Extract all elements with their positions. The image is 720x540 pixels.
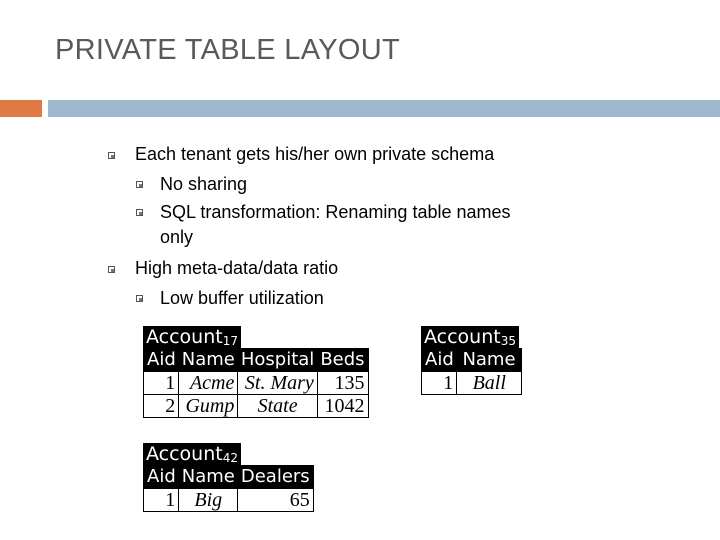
table-cell: St. Mary [238, 372, 317, 395]
bullet-square-icon [136, 181, 143, 188]
column-header: Name [179, 349, 238, 372]
slide-title: PRIVATE TABLE LAYOUT [55, 34, 400, 66]
table-cell: Big [179, 489, 238, 512]
table-title: Account$_{35}$ [421, 326, 519, 348]
bullet-square-icon [136, 295, 143, 302]
table-cell: 1 [422, 372, 457, 395]
column-header: Aid [144, 349, 179, 372]
column-header: Hospital [238, 349, 317, 372]
column-header: Name [457, 349, 522, 372]
bullet-square-icon [108, 152, 115, 159]
table-title: Account$_{17}$ [143, 326, 241, 348]
bullet-square-icon [108, 266, 115, 273]
table-cell: Ball [457, 372, 522, 395]
table-row [144, 372, 369, 395]
accent-bar-orange [0, 100, 42, 117]
data-table [143, 348, 369, 418]
column-header: Beds [317, 349, 368, 372]
column-header: Aid [422, 349, 457, 372]
table-title: Account$_{42}$ [143, 443, 241, 465]
table-account42 [143, 443, 314, 512]
column-header: Dealers [238, 466, 313, 489]
table-account17 [143, 326, 369, 418]
data-table [421, 348, 522, 395]
table-cell: 1042 [317, 395, 368, 418]
table-row [422, 372, 522, 395]
bullet-item: No sharing [160, 174, 248, 194]
table-cell: 1 [144, 489, 179, 512]
table-cell: Acme [179, 372, 238, 395]
bullet-item: SQL transformation: Renaming table names [160, 202, 511, 222]
table-cell: State [238, 395, 317, 418]
bullet-square-icon [136, 209, 143, 216]
bullet-item: High meta-data/data ratio [135, 258, 339, 278]
table-cell: 2 [144, 395, 179, 418]
table-row [144, 489, 314, 512]
table-account35 [421, 326, 522, 395]
table-row [144, 395, 369, 418]
data-table [143, 465, 314, 512]
accent-bar-blue [48, 100, 720, 117]
column-header: Name [179, 466, 238, 489]
bullet-item: Each tenant gets his/her own private schema [135, 144, 495, 164]
bullet-item-continuation: only [160, 227, 194, 247]
table-cell: 1 [144, 372, 179, 395]
table-cell: Gump [179, 395, 238, 418]
table-cell: 135 [317, 372, 368, 395]
column-header: Aid [144, 466, 179, 489]
table-cell: 65 [238, 489, 313, 512]
bullet-item: Low buffer utilization [160, 288, 324, 308]
